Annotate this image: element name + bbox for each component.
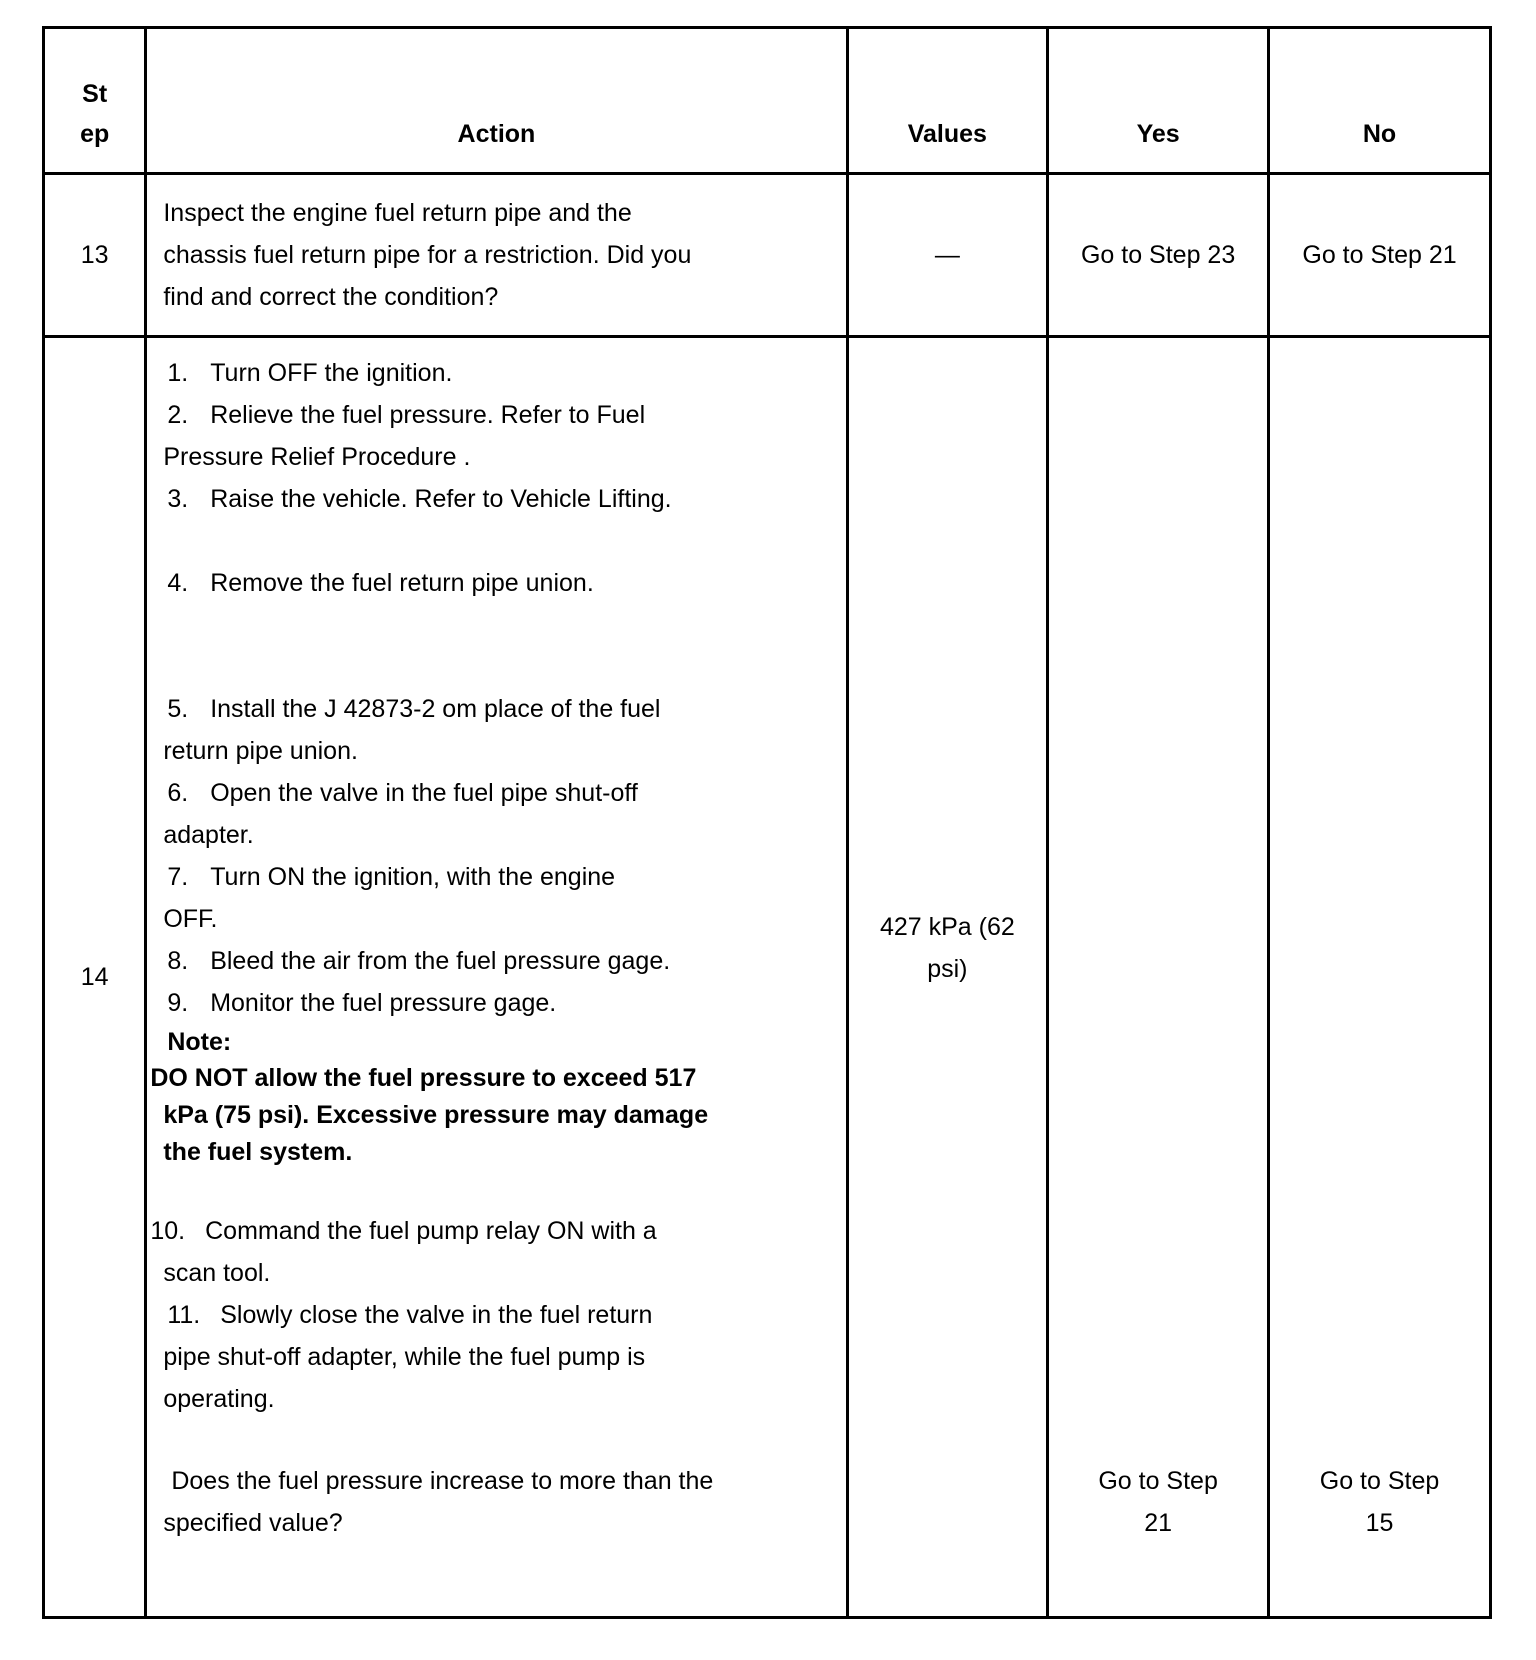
yes-cell: Go to Step 23 <box>1048 174 1269 337</box>
list-item: 8. Bleed the air from the fuel pressure gage. <box>167 947 671 975</box>
header-row <box>44 28 1491 174</box>
list-item-continuation: scan tool. <box>163 1259 271 1287</box>
question-text: Does the fuel pressure increase to more than the <box>171 1467 714 1495</box>
no-text: 15 <box>1365 1509 1394 1537</box>
action-cell <box>146 174 847 337</box>
header-values: Values <box>847 28 1048 174</box>
list-item: 3. Raise the vehicle. Refer to Vehicle Lifting. <box>167 485 672 513</box>
action-line: Inspect the engine fuel return pipe and the <box>163 199 632 227</box>
no-text: Go to Step <box>1319 1467 1440 1495</box>
action-line: find and correct the condition? <box>163 283 499 311</box>
list-item: 5. Install the J 42873-2 om place of the fuel <box>167 695 661 723</box>
list-item-continuation: adapter. <box>163 821 254 849</box>
action-line: chassis fuel return pipe for a restriction. Did you <box>163 241 692 269</box>
list-item-continuation: operating. <box>163 1385 275 1413</box>
list-item: 10. Command the fuel pump relay ON with a <box>150 1217 657 1245</box>
list-item-continuation: Pressure Relief Procedure . <box>163 443 471 471</box>
no-cell: Go to Step 21 <box>1269 174 1491 337</box>
values-text: 427 kPa (62 <box>879 913 1015 941</box>
diagnostic-table <box>42 26 1492 1619</box>
table-row <box>44 174 1491 337</box>
table-row <box>44 337 1491 1618</box>
list-item-continuation: return pipe union. <box>163 737 358 765</box>
step-number: 14 <box>44 337 146 1618</box>
action-cell <box>146 337 847 1618</box>
question-text: specified value? <box>163 1509 343 1537</box>
list-item: 4. Remove the fuel return pipe union. <box>167 569 594 597</box>
header-yes: Yes <box>1048 28 1269 174</box>
yes-cell <box>1048 337 1269 1618</box>
values-cell: — <box>847 174 1048 337</box>
list-item-continuation: pipe shut-off adapter, while the fuel pump is <box>163 1343 646 1371</box>
step-number: 13 <box>44 174 146 337</box>
list-item: 9. Monitor the fuel pressure gage. <box>167 989 557 1017</box>
header-action: Action <box>146 28 847 174</box>
warning-text: the fuel system. <box>163 1138 353 1166</box>
warning-text: kPa (75 psi). Excessive pressure may damage <box>163 1101 709 1129</box>
list-item-continuation: OFF. <box>163 905 218 933</box>
list-item: 2. Relieve the fuel pressure. Refer to Fuel <box>167 401 646 429</box>
list-item: 7. Turn ON the ignition, with the engine <box>167 863 616 891</box>
list-item: 6. Open the valve in the fuel pipe shut-off <box>167 779 638 807</box>
list-item: 11. Slowly close the valve in the fuel return <box>167 1301 653 1329</box>
note-label: Note: <box>167 1028 232 1056</box>
values-cell <box>847 337 1048 1618</box>
header-no: No <box>1269 28 1491 174</box>
yes-text: 21 <box>1144 1509 1173 1537</box>
no-cell <box>1269 337 1491 1618</box>
list-item: 1. Turn OFF the ignition. <box>167 359 453 387</box>
header-step: St ep <box>44 28 146 174</box>
values-text: psi) <box>927 955 968 983</box>
warning-text: DO NOT allow the fuel pressure to exceed 517 <box>150 1064 697 1092</box>
yes-text: Go to Step <box>1098 1467 1218 1495</box>
